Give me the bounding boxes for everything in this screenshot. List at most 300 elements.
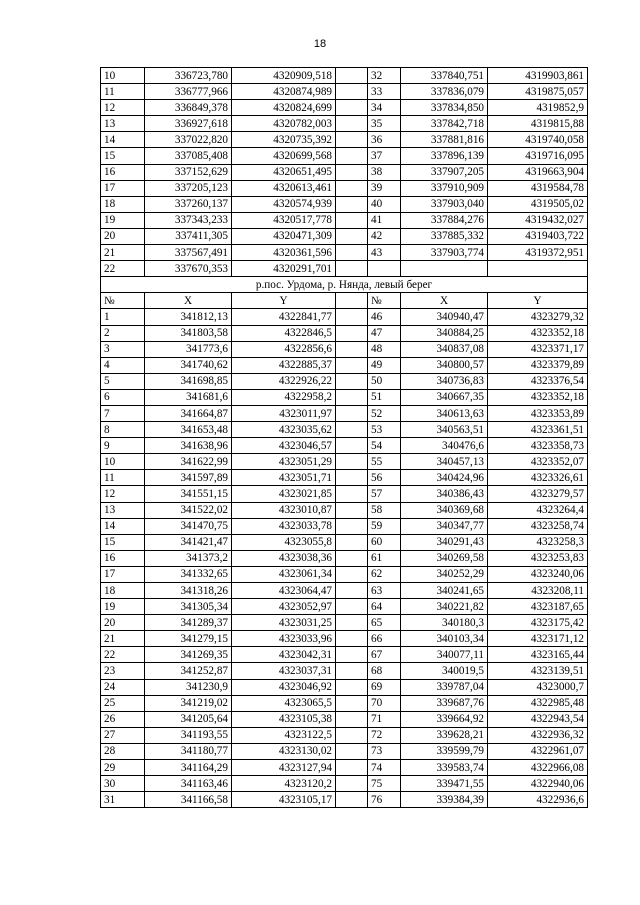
point-number-left: 9	[101, 438, 145, 454]
point-number-right: 60	[368, 534, 401, 550]
x-coordinate-right: 340736,83	[401, 373, 488, 389]
y-coordinate-left: 4320651,495	[232, 164, 336, 180]
y-coordinate-left: 4322885,37	[232, 357, 336, 373]
spacer-cell	[336, 727, 368, 743]
spacer-cell	[336, 309, 368, 325]
y-coordinate-right: 4322961,07	[488, 743, 588, 759]
point-number-left: 12	[101, 486, 145, 502]
point-number-right: 39	[368, 180, 401, 196]
spacer-cell	[336, 132, 368, 148]
y-coordinate-right: 4319663,904	[488, 164, 588, 180]
spacer-cell	[336, 550, 368, 566]
spacer-cell	[336, 164, 368, 180]
x-coordinate-right: 340884,25	[401, 325, 488, 341]
table-row	[101, 373, 588, 389]
table-row	[101, 405, 588, 421]
x-coordinate-left: 337205,123	[145, 180, 232, 196]
point-number-right: 70	[368, 695, 401, 711]
point-number-right	[368, 261, 401, 277]
x-coordinate-left: 341373,2	[145, 550, 232, 566]
spacer-cell	[336, 615, 368, 631]
table-row	[101, 792, 588, 808]
x-coordinate-left: 341522,02	[145, 502, 232, 518]
table-row	[101, 615, 588, 631]
y-coordinate-left: 4320361,596	[232, 245, 336, 261]
x-coordinate-left: 341180,77	[145, 743, 232, 759]
point-number-left: 10	[101, 68, 145, 84]
y-coordinate-left: 4322958,2	[232, 389, 336, 405]
point-number-right: 43	[368, 245, 401, 261]
point-number-left: 12	[101, 100, 145, 116]
table-row	[101, 583, 588, 599]
spacer-cell	[336, 792, 368, 808]
x-coordinate-right: 337834,850	[401, 100, 488, 116]
point-number-left: 27	[101, 727, 145, 743]
spacer-cell	[336, 631, 368, 647]
point-number-right: 73	[368, 743, 401, 759]
spacer-cell	[336, 422, 368, 438]
x-coordinate-right: 337884,276	[401, 212, 488, 228]
y-coordinate-right: 4323187,65	[488, 599, 588, 615]
x-coordinate-right: 337907,205	[401, 164, 488, 180]
spacer-cell	[336, 84, 368, 100]
x-coordinate-right: 339664,92	[401, 711, 488, 727]
x-coordinate-right: 340563,51	[401, 422, 488, 438]
spacer-cell	[336, 760, 368, 776]
table-row	[101, 148, 588, 164]
point-number-right: 57	[368, 486, 401, 502]
point-number-left: 17	[101, 566, 145, 582]
x-coordinate-left: 341597,89	[145, 470, 232, 486]
point-number-left: 25	[101, 695, 145, 711]
table-row	[101, 663, 588, 679]
point-number-right: 58	[368, 502, 401, 518]
y-coordinate-left: 4320909,518	[232, 68, 336, 84]
spacer-cell	[336, 566, 368, 582]
point-number-left: 2	[101, 325, 145, 341]
x-coordinate-left: 341421,47	[145, 534, 232, 550]
y-coordinate-left: 4320471,309	[232, 228, 336, 244]
x-coordinate-left: 341289,37	[145, 615, 232, 631]
table-row	[101, 357, 588, 373]
x-coordinate-right: 337885,332	[401, 228, 488, 244]
y-coordinate-right: 4322936,32	[488, 727, 588, 743]
y-coordinate-right: 4323371,17	[488, 341, 588, 357]
table-row	[101, 486, 588, 502]
y-coordinate-left: 4323051,29	[232, 454, 336, 470]
y-coordinate-right: 4323171,12	[488, 631, 588, 647]
y-coordinate-right: 4322943,54	[488, 711, 588, 727]
y-coordinate-right: 4319852,9	[488, 100, 588, 116]
point-number-left: 16	[101, 550, 145, 566]
point-number-left: 1	[101, 309, 145, 325]
y-coordinate-right: 4323139,51	[488, 663, 588, 679]
y-coordinate-right: 4319875,057	[488, 84, 588, 100]
point-number-right: 32	[368, 68, 401, 84]
point-number-left: 31	[101, 792, 145, 808]
x-coordinate-right: 339599,79	[401, 743, 488, 759]
y-coordinate-right: 4323352,18	[488, 325, 588, 341]
point-number-right: 56	[368, 470, 401, 486]
header-y-left: Y	[232, 293, 336, 309]
x-coordinate-left: 337567,491	[145, 245, 232, 261]
spacer-cell	[336, 502, 368, 518]
point-number-right: 74	[368, 760, 401, 776]
y-coordinate-left: 4323011,97	[232, 405, 336, 421]
point-number-right: 33	[368, 84, 401, 100]
table-row	[101, 228, 588, 244]
spacer-cell	[336, 180, 368, 196]
point-number-left: 4	[101, 357, 145, 373]
x-coordinate-right: 340800,57	[401, 357, 488, 373]
x-coordinate-left: 341205,64	[145, 711, 232, 727]
table-row	[101, 711, 588, 727]
point-number-left: 5	[101, 373, 145, 389]
x-coordinate-left: 336849,378	[145, 100, 232, 116]
x-coordinate-left: 341219,02	[145, 695, 232, 711]
spacer-cell	[336, 663, 368, 679]
y-coordinate-right: 4323253,83	[488, 550, 588, 566]
spacer-cell	[336, 261, 368, 277]
y-coordinate-left: 4322846,5	[232, 325, 336, 341]
point-number-left: 28	[101, 743, 145, 759]
y-coordinate-right: 4319432,027	[488, 212, 588, 228]
table-row	[101, 422, 588, 438]
table-row	[101, 550, 588, 566]
y-coordinate-right	[488, 261, 588, 277]
point-number-right: 53	[368, 422, 401, 438]
table-row	[101, 132, 588, 148]
x-coordinate-left: 341698,85	[145, 373, 232, 389]
point-number-right: 38	[368, 164, 401, 180]
point-number-right: 55	[368, 454, 401, 470]
y-coordinate-right: 4323258,3	[488, 534, 588, 550]
x-coordinate-left: 341230,9	[145, 679, 232, 695]
x-coordinate-left: 337260,137	[145, 196, 232, 212]
y-coordinate-left: 4323033,96	[232, 631, 336, 647]
y-coordinate-left: 4320699,568	[232, 148, 336, 164]
table-row	[101, 164, 588, 180]
y-coordinate-right: 4323376,54	[488, 373, 588, 389]
page-number: 18	[313, 38, 327, 50]
y-coordinate-left: 4323035,62	[232, 422, 336, 438]
y-coordinate-right: 4323258,74	[488, 518, 588, 534]
x-coordinate-right: 337896,139	[401, 148, 488, 164]
x-coordinate-left: 336927,618	[145, 116, 232, 132]
x-coordinate-left: 341622,99	[145, 454, 232, 470]
y-coordinate-left: 4320874,989	[232, 84, 336, 100]
point-number-left: 13	[101, 116, 145, 132]
y-coordinate-left: 4320782,003	[232, 116, 336, 132]
y-coordinate-left: 4320517,778	[232, 212, 336, 228]
y-coordinate-left: 4323042,31	[232, 647, 336, 663]
point-number-right: 59	[368, 518, 401, 534]
x-coordinate-right: 340940,47	[401, 309, 488, 325]
spacer-cell	[336, 212, 368, 228]
x-coordinate-right: 337903,774	[401, 245, 488, 261]
header-no-left: №	[101, 293, 145, 309]
x-coordinate-left: 341664,87	[145, 405, 232, 421]
y-coordinate-left: 4320291,701	[232, 261, 336, 277]
table-row	[101, 566, 588, 582]
y-coordinate-left: 4323120,2	[232, 776, 336, 792]
x-coordinate-right: 340269,58	[401, 550, 488, 566]
x-coordinate-left: 337411,305	[145, 228, 232, 244]
spacer-cell	[336, 599, 368, 615]
y-coordinate-right: 4323358,73	[488, 438, 588, 454]
spacer-cell	[336, 454, 368, 470]
point-number-left: 10	[101, 454, 145, 470]
table-row	[101, 454, 588, 470]
point-number-right: 63	[368, 583, 401, 599]
x-coordinate-left: 341773,6	[145, 341, 232, 357]
spacer-cell	[336, 148, 368, 164]
spacer-cell	[336, 743, 368, 759]
table-row	[101, 534, 588, 550]
x-coordinate-left: 341252,87	[145, 663, 232, 679]
x-coordinate-right: 339787,04	[401, 679, 488, 695]
spacer-cell	[336, 405, 368, 421]
y-coordinate-left: 4320735,392	[232, 132, 336, 148]
point-number-right: 47	[368, 325, 401, 341]
point-number-left: 13	[101, 502, 145, 518]
y-coordinate-right: 4323279,57	[488, 486, 588, 502]
x-coordinate-right: 340180,3	[401, 615, 488, 631]
x-coordinate-right: 340386,43	[401, 486, 488, 502]
x-coordinate-left: 341638,96	[145, 438, 232, 454]
x-coordinate-right: 337881,816	[401, 132, 488, 148]
point-number-right: 66	[368, 631, 401, 647]
point-number-left: 6	[101, 389, 145, 405]
x-coordinate-right: 340019,5	[401, 663, 488, 679]
x-coordinate-right: 337842,718	[401, 116, 488, 132]
table-row	[101, 309, 588, 325]
y-coordinate-left: 4323010,87	[232, 502, 336, 518]
y-coordinate-left: 4323046,57	[232, 438, 336, 454]
point-number-right: 75	[368, 776, 401, 792]
section-title: р.пос. Урдома, р. Нянда, левый берег	[101, 277, 588, 293]
spacer-cell	[336, 438, 368, 454]
y-coordinate-left: 4323064,47	[232, 583, 336, 599]
y-coordinate-right: 4323353,89	[488, 405, 588, 421]
point-number-left: 14	[101, 132, 145, 148]
x-coordinate-right: 339471,55	[401, 776, 488, 792]
x-coordinate-left: 337343,233	[145, 212, 232, 228]
y-coordinate-right: 4322966,08	[488, 760, 588, 776]
x-coordinate-left: 337085,408	[145, 148, 232, 164]
point-number-left: 11	[101, 470, 145, 486]
table-row	[101, 389, 588, 405]
header-x-right: X	[401, 293, 488, 309]
y-coordinate-right: 4323165,44	[488, 647, 588, 663]
x-coordinate-left: 341681,6	[145, 389, 232, 405]
table-row	[101, 180, 588, 196]
x-coordinate-right: 337840,751	[401, 68, 488, 84]
x-coordinate-right: 340252,29	[401, 566, 488, 582]
x-coordinate-right: 340291,43	[401, 534, 488, 550]
spacer-cell	[336, 373, 368, 389]
point-number-right: 67	[368, 647, 401, 663]
x-coordinate-right: 339384,39	[401, 792, 488, 808]
y-coordinate-right: 4323240,06	[488, 566, 588, 582]
point-number-right: 64	[368, 599, 401, 615]
spacer-cell	[336, 711, 368, 727]
y-coordinate-left: 4323061,34	[232, 566, 336, 582]
x-coordinate-left: 341305,34	[145, 599, 232, 615]
y-coordinate-left: 4323031,25	[232, 615, 336, 631]
y-coordinate-right: 4323352,18	[488, 389, 588, 405]
spacer-cell	[336, 357, 368, 373]
x-coordinate-right: 340476,6	[401, 438, 488, 454]
x-coordinate-left: 341812,13	[145, 309, 232, 325]
x-coordinate-left: 341551,15	[145, 486, 232, 502]
y-coordinate-right: 4323264,4	[488, 502, 588, 518]
point-number-right: 48	[368, 341, 401, 357]
header-y-right: Y	[488, 293, 588, 309]
x-coordinate-right: 339628,21	[401, 727, 488, 743]
point-number-left: 20	[101, 228, 145, 244]
point-number-right: 61	[368, 550, 401, 566]
point-number-right: 46	[368, 309, 401, 325]
x-coordinate-left: 336777,966	[145, 84, 232, 100]
x-coordinate-right: 340457,13	[401, 454, 488, 470]
table-row	[101, 502, 588, 518]
y-coordinate-right: 4323175,42	[488, 615, 588, 631]
point-number-left: 7	[101, 405, 145, 421]
point-number-left: 22	[101, 261, 145, 277]
spacer-cell	[336, 245, 368, 261]
y-coordinate-right: 4319815,88	[488, 116, 588, 132]
spacer-cell	[336, 228, 368, 244]
table-row	[101, 776, 588, 792]
x-coordinate-left: 341740,62	[145, 357, 232, 373]
x-coordinate-left: 337670,353	[145, 261, 232, 277]
y-coordinate-right: 4319372,951	[488, 245, 588, 261]
point-number-left: 19	[101, 599, 145, 615]
y-coordinate-left: 4323037,31	[232, 663, 336, 679]
x-coordinate-right	[401, 261, 488, 277]
y-coordinate-right: 4319584,78	[488, 180, 588, 196]
table-row	[101, 679, 588, 695]
section-title-row	[101, 277, 588, 293]
x-coordinate-right: 337910,909	[401, 180, 488, 196]
y-coordinate-left: 4320574,939	[232, 196, 336, 212]
spacer-cell	[336, 116, 368, 132]
table-row	[101, 84, 588, 100]
x-coordinate-left: 341269,35	[145, 647, 232, 663]
y-coordinate-right: 4323000,7	[488, 679, 588, 695]
point-number-right: 72	[368, 727, 401, 743]
point-number-right: 50	[368, 373, 401, 389]
y-coordinate-left: 4323105,17	[232, 792, 336, 808]
table-row	[101, 760, 588, 776]
x-coordinate-left: 341803,58	[145, 325, 232, 341]
y-coordinate-left: 4323052,97	[232, 599, 336, 615]
header-x-left: X	[145, 293, 232, 309]
section-header-body	[101, 277, 588, 309]
table-row	[101, 325, 588, 341]
point-number-right: 41	[368, 212, 401, 228]
table-row	[101, 68, 588, 84]
table-row	[101, 631, 588, 647]
spacer-cell	[336, 518, 368, 534]
point-number-right: 35	[368, 116, 401, 132]
table-row	[101, 727, 588, 743]
point-number-left: 16	[101, 164, 145, 180]
spacer-cell	[336, 100, 368, 116]
x-coordinate-right: 337836,079	[401, 84, 488, 100]
point-number-left: 8	[101, 422, 145, 438]
point-number-right: 71	[368, 711, 401, 727]
table-row	[101, 695, 588, 711]
point-number-right: 68	[368, 663, 401, 679]
y-coordinate-right: 4322940,06	[488, 776, 588, 792]
y-coordinate-left: 4323055,8	[232, 534, 336, 550]
y-coordinate-right: 4319505,02	[488, 196, 588, 212]
table-row	[101, 245, 588, 261]
x-coordinate-left: 341318,26	[145, 583, 232, 599]
x-coordinate-right: 337903,040	[401, 196, 488, 212]
table-row	[101, 212, 588, 228]
point-number-left: 20	[101, 615, 145, 631]
table-row	[101, 116, 588, 132]
table-row	[101, 438, 588, 454]
x-coordinate-left: 341166,58	[145, 792, 232, 808]
y-coordinate-left: 4320824,699	[232, 100, 336, 116]
table-row	[101, 518, 588, 534]
spacer-cell	[336, 196, 368, 212]
y-coordinate-right: 4323208,11	[488, 583, 588, 599]
x-coordinate-left: 341470,75	[145, 518, 232, 534]
x-coordinate-right: 339583,74	[401, 760, 488, 776]
x-coordinate-right: 340424,96	[401, 470, 488, 486]
point-number-left: 21	[101, 631, 145, 647]
spacer-cell	[336, 583, 368, 599]
x-coordinate-left: 341163,46	[145, 776, 232, 792]
y-coordinate-left: 4323130,02	[232, 743, 336, 759]
y-coordinate-right: 4319403,722	[488, 228, 588, 244]
point-number-left: 11	[101, 84, 145, 100]
point-number-left: 22	[101, 647, 145, 663]
y-coordinate-right: 4323379,89	[488, 357, 588, 373]
y-coordinate-right: 4323352,07	[488, 454, 588, 470]
table-row	[101, 261, 588, 277]
y-coordinate-left: 4323038,36	[232, 550, 336, 566]
y-coordinate-left: 4322841,77	[232, 309, 336, 325]
x-coordinate-right: 340241,65	[401, 583, 488, 599]
x-coordinate-right: 340613,63	[401, 405, 488, 421]
spacer-cell	[336, 534, 368, 550]
point-number-right: 51	[368, 389, 401, 405]
x-coordinate-right: 340103,34	[401, 631, 488, 647]
y-coordinate-left: 4320613,461	[232, 180, 336, 196]
point-number-right: 65	[368, 615, 401, 631]
point-number-left: 23	[101, 663, 145, 679]
point-number-right: 54	[368, 438, 401, 454]
point-number-right: 36	[368, 132, 401, 148]
spacer-cell	[336, 293, 368, 309]
spacer-cell	[336, 68, 368, 84]
y-coordinate-left: 4323105,38	[232, 711, 336, 727]
spacer-cell	[336, 486, 368, 502]
y-coordinate-right: 4319740,058	[488, 132, 588, 148]
point-number-left: 29	[101, 760, 145, 776]
point-number-left: 24	[101, 679, 145, 695]
point-number-right: 52	[368, 405, 401, 421]
x-coordinate-left: 337152,629	[145, 164, 232, 180]
point-number-left: 21	[101, 245, 145, 261]
y-coordinate-right: 4323279,32	[488, 309, 588, 325]
